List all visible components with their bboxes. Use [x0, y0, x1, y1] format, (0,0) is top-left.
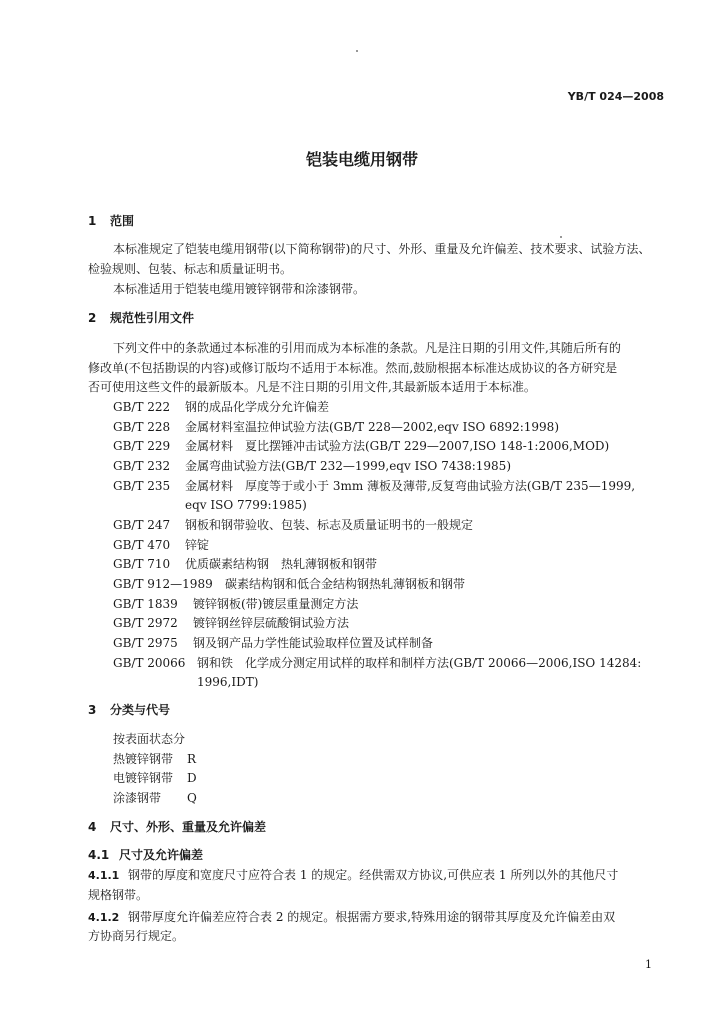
classification-code: R	[187, 752, 197, 766]
paragraph-line: 修改单(不包括勘误的内容)或修订版均不适用于本标准。然而,鼓励根据本标准达成协议的各方研究是	[88, 361, 618, 375]
section-3-heading	[88, 701, 170, 718]
reference-item	[113, 515, 473, 535]
classification-name: 涂漆钢带	[113, 791, 162, 805]
classification-intro: 按表面状态分	[113, 732, 186, 746]
reference-title: 镀锌钢板(带)镀层重量测定方法	[193, 597, 359, 611]
section-1-heading	[88, 212, 134, 229]
reference-title: 金属材料 厚度等于或小于 3mm 薄板及薄带,反复弯曲试验方法(GB/T 235—1999,	[185, 479, 636, 493]
reference-code: GB/T 2975	[113, 636, 178, 650]
reference-title: 锌锭	[185, 538, 210, 552]
section-title: 规范性引用文件	[110, 311, 195, 325]
paragraph-line: 下列文件中的条款通过本标准的引用而成为本标准的条款。凡是注日期的引用文件,其随后所有的	[113, 341, 621, 355]
clause-4-1-1	[88, 865, 618, 885]
section-2-heading	[88, 309, 194, 326]
reference-code: GB/T 470	[113, 538, 171, 552]
section-title: 分类与代号	[110, 703, 171, 717]
reference-code: GB/T 912—1989	[113, 577, 213, 591]
reference-title-continuation: 1996,IDT)	[197, 675, 259, 689]
section-title: 尺寸、外形、重量及允许偏差	[110, 820, 267, 834]
subsection-title: 尺寸及允许偏差	[119, 848, 204, 862]
clause-number: 4.1.1	[88, 869, 120, 882]
classification-row	[113, 788, 197, 808]
reference-code: GB/T 228	[113, 420, 171, 434]
reference-item	[113, 436, 609, 456]
clause-text: 钢带的厚度和宽度尺寸应符合表 1 的规定。经供需双方协议,可供应表 1 所列以外的其他尺寸	[128, 868, 619, 882]
reference-code: GB/T 229	[113, 439, 171, 453]
paragraph-line: 本标准适用于铠装电缆用镀锌钢带和涂漆钢带。	[113, 282, 366, 296]
reference-code: GB/T 20066	[113, 656, 186, 670]
reference-item	[113, 417, 559, 437]
classification-code: D	[187, 771, 197, 785]
classification-row	[113, 749, 196, 769]
reference-title: 金属材料室温拉伸试验方法(GB/T 228—2002,eqv ISO 6892:1998)	[185, 420, 559, 434]
reference-item	[113, 554, 377, 574]
reference-title: 钢板和钢带验收、包装、标志及质量证明书的一般规定	[185, 518, 474, 532]
page-number: 1	[645, 958, 652, 971]
section-number: 1	[88, 214, 97, 228]
reference-code: GB/T 235	[113, 479, 171, 493]
subsection-4-1-heading	[88, 846, 203, 863]
reference-title: 钢的成品化学成分允许偏差	[185, 400, 330, 414]
reference-title: 金属材料 夏比摆锤冲击试验方法(GB/T 229—2007,ISO 148-1:2006,MOD)	[185, 439, 610, 453]
section-title: 范围	[110, 214, 135, 228]
reference-title: 钢和铁 化学成分测定用试样的取样和制样方法(GB/T 20066—2006,ISO 14284:	[197, 656, 642, 670]
section-number: 4	[88, 820, 97, 834]
reference-item	[113, 397, 329, 417]
paragraph-line: 否可使用这些文件的最新版本。凡是不注日期的引用文件,其最新版本适用于本标准。	[88, 380, 536, 394]
classification-name: 热镀锌钢带	[113, 752, 174, 766]
reference-item	[113, 456, 511, 476]
subsection-number: 4.1	[88, 848, 110, 862]
reference-code: GB/T 222	[113, 400, 171, 414]
reference-title: 碳素结构钢和低合金结构钢热轧薄钢板和钢带	[225, 577, 466, 591]
reference-code: GB/T 2972	[113, 616, 178, 630]
reference-code: GB/T 247	[113, 518, 171, 532]
reference-title: 优质碳素结构钢 热轧薄钢板和钢带	[185, 557, 378, 571]
reference-code: GB/T 1839	[113, 597, 178, 611]
clause-number: 4.1.2	[88, 911, 120, 924]
reference-code: GB/T 232	[113, 459, 171, 473]
reference-title-continuation: eqv ISO 7799:1985)	[185, 498, 307, 512]
classification-code: Q	[187, 791, 197, 805]
paragraph-line: 本标准规定了铠装电缆用钢带(以下简称钢带)的尺寸、外形、重量及允许偏差、技术要求、试验方法、	[113, 242, 651, 256]
classification-name: 电镀锌钢带	[113, 771, 174, 785]
paragraph-line: 规格钢带。	[88, 888, 149, 902]
classification-row	[113, 768, 197, 788]
section-number: 3	[88, 703, 97, 717]
document-title: 铠装电缆用钢带	[305, 150, 418, 169]
reference-item	[113, 613, 349, 633]
reference-item	[113, 633, 433, 653]
standard-code: YB/T 024—2008	[567, 90, 664, 103]
reference-item	[113, 476, 635, 496]
clause-4-1-2	[88, 907, 615, 927]
section-number: 2	[88, 311, 97, 325]
reference-title: 钢及钢产品力学性能试验取样位置及试样制备	[193, 636, 434, 650]
reference-item	[113, 594, 358, 614]
reference-item	[113, 574, 465, 594]
scan-speck	[560, 236, 562, 238]
scan-speck	[356, 50, 358, 52]
reference-item	[113, 535, 209, 555]
reference-item	[113, 653, 641, 673]
reference-title: 金属弯曲试验方法(GB/T 232—1999,eqv ISO 7438:1985)	[185, 459, 511, 473]
paragraph-line: 方协商另行规定。	[88, 929, 185, 943]
section-4-heading	[88, 818, 266, 835]
clause-text: 钢带厚度允许偏差应符合表 2 的规定。根据需方要求,特殊用途的钢带其厚度及允许偏差由双	[128, 910, 616, 924]
paragraph-line: 检验规则、包装、标志和质量证明书。	[88, 262, 293, 276]
reference-code: GB/T 710	[113, 557, 171, 571]
reference-title: 镀锌钢丝锌层硫酸铜试验方法	[193, 616, 350, 630]
